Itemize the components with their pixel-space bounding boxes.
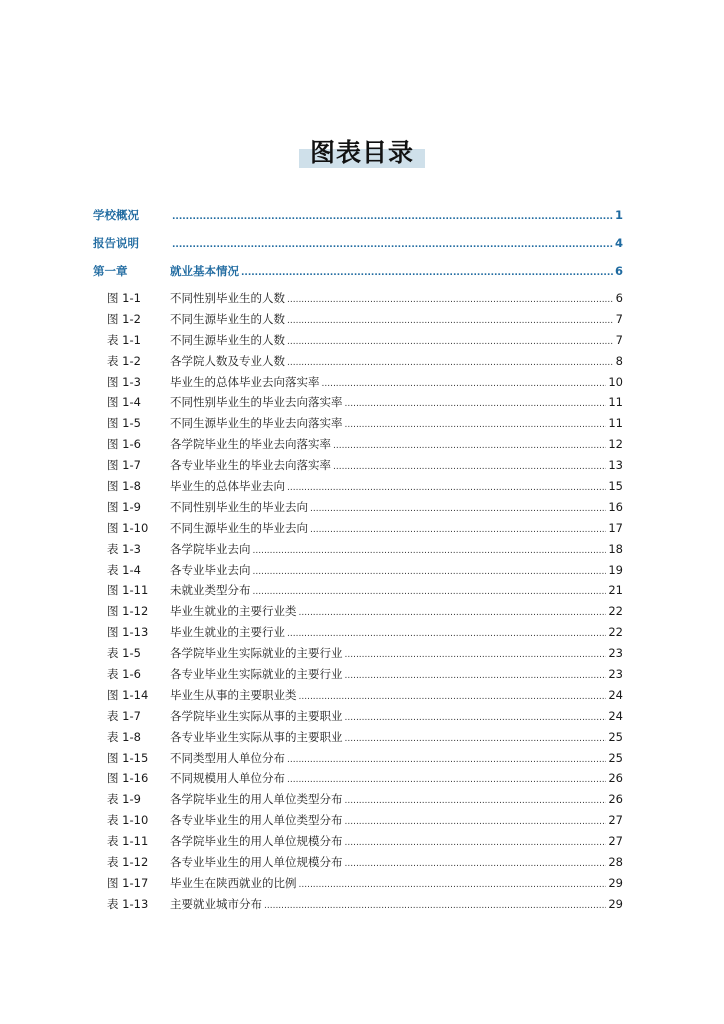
toc-item-label: 图 1-1 (107, 291, 141, 305)
toc-item-title: 各学院人数及专业人数 (170, 353, 285, 368)
dot-leader (345, 708, 607, 729)
toc-item-title: 各学院毕业生实际就业的主要行业 (170, 646, 343, 661)
toc-item-title: 不同生源毕业生的毕业去向 (170, 520, 308, 535)
toc-item-row[interactable] (93, 309, 623, 330)
toc-item-row[interactable] (93, 706, 623, 727)
toc-item-row[interactable] (93, 330, 623, 351)
page-title: 图表目录 (299, 138, 425, 168)
dot-leader (345, 666, 607, 687)
toc-item-title: 不同生源毕业生的人数 (170, 332, 285, 347)
toc-item-label: 表 1-9 (107, 792, 141, 807)
toc-page-number: 6 (614, 264, 623, 278)
toc-item-label: 图 1-14 (107, 687, 149, 702)
toc-item-row[interactable] (93, 768, 623, 789)
dot-leader (310, 499, 606, 520)
toc-item-row[interactable] (93, 413, 623, 434)
toc-item-label: 图 1-3 (107, 374, 141, 389)
toc-page-number: 8 (615, 353, 623, 368)
dot-leader (345, 394, 607, 415)
toc-page-number: 7 (615, 332, 623, 347)
toc-page-number: 10 (608, 374, 623, 389)
dot-leader (345, 833, 607, 854)
toc-item-title: 不同性别毕业生的毕业去向 (170, 499, 308, 514)
dot-leader (287, 624, 606, 645)
toc-item-label: 图 1-17 (107, 875, 149, 890)
toc-item-title: 毕业生就业的主要行业 (170, 625, 285, 640)
toc-section-label: 报告说明 (93, 236, 139, 250)
dot-leader (287, 290, 614, 311)
toc-item-title: 毕业生从事的主要职业类 (170, 687, 297, 702)
toc-item-title: 毕业生就业的主要行业类 (170, 604, 297, 619)
dot-leader (264, 896, 606, 917)
toc-page-number: 18 (608, 541, 623, 556)
toc-item-title: 各学院毕业生的用人单位类型分布 (170, 792, 343, 807)
toc-page-number: 4 (614, 236, 623, 250)
toc-item-title: 各学院毕业生实际从事的主要职业 (170, 708, 343, 723)
dot-leader (287, 311, 614, 332)
toc-item-label: 图 1-13 (107, 625, 149, 640)
toc-page-number: 25 (608, 729, 623, 744)
toc-page-number: 23 (608, 667, 623, 682)
toc-page-number: 19 (608, 562, 623, 577)
toc-page-number: 7 (615, 311, 623, 326)
toc-item-row[interactable] (93, 372, 623, 393)
toc-item-row[interactable] (93, 727, 623, 748)
toc-page-number: 11 (608, 416, 623, 431)
toc-page-number: 27 (608, 813, 623, 828)
toc-section-title: 就业基本情况 (170, 264, 239, 278)
toc-item-row[interactable] (93, 518, 623, 539)
toc-item-label: 图 1-10 (107, 520, 149, 535)
toc-page-number: 1 (614, 208, 623, 222)
toc-item-label: 图 1-4 (107, 395, 141, 410)
toc-page-number: 11 (608, 395, 623, 410)
dot-leader (241, 259, 613, 287)
dot-leader (322, 374, 607, 395)
toc-item-label: 表 1-3 (107, 541, 141, 556)
dot-leader (345, 415, 607, 436)
toc-item-title: 各专业毕业生的毕业去向落实率 (170, 458, 331, 473)
toc-item-list (93, 288, 623, 915)
toc-item-row[interactable] (93, 392, 623, 413)
toc-item-label: 图 1-5 (107, 416, 141, 431)
toc-item-title: 各学院毕业生的用人单位规模分布 (170, 834, 343, 849)
dot-leader (287, 750, 606, 771)
dot-leader (333, 457, 606, 478)
dot-leader (345, 791, 607, 812)
toc-item-row[interactable] (93, 288, 623, 309)
toc-item-row[interactable] (93, 476, 623, 497)
dot-leader (299, 603, 607, 624)
toc-page-number: 22 (608, 604, 623, 619)
toc-item-row[interactable] (93, 810, 623, 831)
dot-leader (299, 875, 607, 896)
toc-page-number: 29 (608, 896, 623, 911)
toc-item-label: 图 1-6 (107, 437, 141, 452)
toc-item-row[interactable] (93, 643, 623, 664)
toc-item-label: 图 1-16 (107, 771, 149, 786)
toc-item-row[interactable] (93, 831, 623, 852)
toc-page-number: 12 (608, 437, 623, 452)
dot-leader (172, 231, 613, 259)
toc-chapter-row[interactable] (93, 257, 623, 285)
toc-item-label: 表 1-2 (107, 353, 141, 368)
dot-leader (345, 645, 607, 666)
toc-page-number: 24 (608, 687, 623, 702)
toc-item-title: 不同规模用人单位分布 (170, 771, 285, 786)
toc-page-number: 24 (608, 708, 623, 723)
dot-leader (345, 729, 607, 750)
dot-leader (287, 332, 614, 353)
toc-item-row[interactable] (93, 789, 623, 810)
toc-item-label: 表 1-11 (107, 834, 149, 849)
dot-leader (333, 436, 606, 457)
toc-page-number: 21 (608, 583, 623, 598)
toc-item-label: 图 1-2 (107, 311, 141, 326)
toc-item-row[interactable] (93, 748, 623, 769)
toc-item-row[interactable] (93, 560, 623, 581)
toc-item-title: 不同性别毕业生的毕业去向落实率 (170, 395, 343, 410)
toc-item-title: 毕业生的总体毕业去向落实率 (170, 374, 320, 389)
dot-leader (345, 854, 607, 875)
toc-item-label: 图 1-12 (107, 604, 149, 619)
toc-item-row[interactable] (93, 497, 623, 518)
toc-item-label: 表 1-10 (107, 813, 149, 828)
dot-leader (253, 582, 607, 603)
toc-item-label: 表 1-8 (107, 729, 141, 744)
toc-item-title: 各专业毕业生的用人单位规模分布 (170, 855, 343, 870)
toc-item-title: 各专业毕业去向 (170, 562, 251, 577)
toc-item-label: 表 1-7 (107, 708, 141, 723)
toc-item-label: 表 1-4 (107, 562, 141, 577)
toc-page-number: 22 (608, 625, 623, 640)
toc-item-label: 图 1-15 (107, 750, 149, 765)
dot-leader (299, 687, 607, 708)
toc-item-row[interactable] (93, 622, 623, 643)
toc-item-title: 主要就业城市分布 (170, 896, 262, 911)
dot-leader (253, 541, 607, 562)
toc-item-title: 各学院毕业生的毕业去向落实率 (170, 437, 331, 452)
toc-item-label: 图 1-8 (107, 479, 141, 494)
toc-item-label: 表 1-6 (107, 667, 141, 682)
table-of-contents (93, 201, 623, 915)
toc-item-label: 图 1-7 (107, 458, 141, 473)
dot-leader (287, 770, 606, 791)
toc-page-number: 29 (608, 875, 623, 890)
toc-item-title: 毕业生在陕西就业的比例 (170, 875, 297, 890)
toc-item-label: 表 1-1 (107, 332, 141, 347)
toc-item-title: 各专业毕业生实际从事的主要职业 (170, 729, 343, 744)
toc-item-row[interactable] (93, 601, 623, 622)
toc-page-number: 25 (608, 750, 623, 765)
toc-item-row[interactable] (93, 455, 623, 476)
toc-item-row[interactable] (93, 664, 623, 685)
toc-page-number: 17 (608, 520, 623, 535)
toc-page-number: 28 (608, 855, 623, 870)
toc-item-title: 各专业毕业生实际就业的主要行业 (170, 667, 343, 682)
toc-item-row[interactable] (93, 539, 623, 560)
toc-page-number: 26 (608, 792, 623, 807)
toc-page-number: 27 (608, 834, 623, 849)
toc-item-label: 表 1-5 (107, 646, 141, 661)
toc-item-title: 各专业毕业生的用人单位类型分布 (170, 813, 343, 828)
toc-page-number: 26 (608, 771, 623, 786)
toc-item-row[interactable] (93, 852, 623, 873)
toc-item-row[interactable] (93, 434, 623, 455)
toc-section-row[interactable] (93, 201, 623, 229)
dot-leader (287, 478, 606, 499)
toc-item-label: 图 1-11 (107, 583, 149, 598)
dot-leader (172, 203, 613, 231)
dot-leader (345, 812, 607, 833)
dot-leader (253, 562, 607, 583)
toc-section-label: 学校概况 (93, 208, 139, 222)
toc-page-number: 13 (608, 458, 623, 473)
toc-item-title: 不同性别毕业生的人数 (170, 291, 285, 305)
toc-page-number: 15 (608, 479, 623, 494)
toc-item-title: 未就业类型分布 (170, 583, 251, 598)
toc-item-row[interactable] (93, 873, 623, 894)
toc-item-row[interactable] (93, 894, 623, 915)
toc-item-title: 不同类型用人单位分布 (170, 750, 285, 765)
toc-item-title: 不同生源毕业生的毕业去向落实率 (170, 416, 343, 431)
toc-item-label: 表 1-13 (107, 896, 149, 911)
toc-item-title: 各学院毕业去向 (170, 541, 251, 556)
toc-page-number: 6 (615, 291, 623, 305)
toc-item-title: 不同生源毕业生的人数 (170, 311, 285, 326)
toc-page-number: 23 (608, 646, 623, 661)
toc-item-title: 毕业生的总体毕业去向 (170, 479, 285, 494)
toc-item-row[interactable] (93, 580, 623, 601)
toc-section-label: 第一章 (93, 264, 128, 278)
toc-section-row[interactable] (93, 229, 623, 257)
toc-item-label: 表 1-12 (107, 855, 149, 870)
dot-leader (310, 520, 606, 541)
toc-item-row[interactable] (93, 351, 623, 372)
dot-leader (287, 353, 614, 374)
title-block (0, 138, 724, 168)
toc-item-label: 图 1-9 (107, 499, 141, 514)
toc-page-number: 16 (608, 499, 623, 514)
toc-item-row[interactable] (93, 685, 623, 706)
